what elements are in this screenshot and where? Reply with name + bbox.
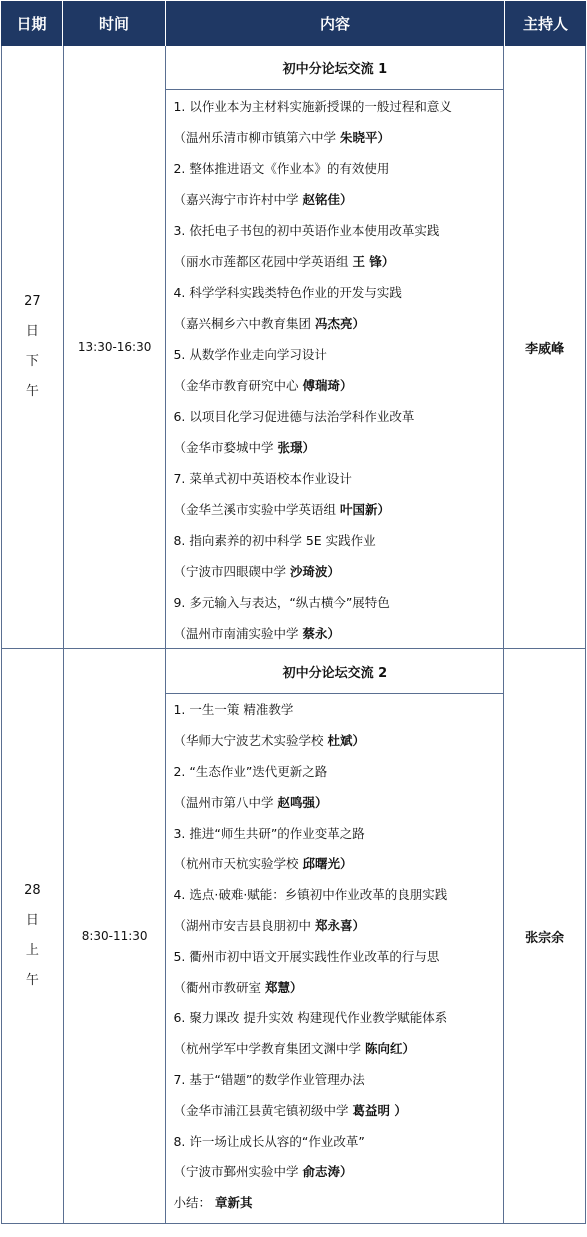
list-item: [173, 848, 503, 879]
item-text: 5. 衢州市初中语文开展实践性作业改革的行与思: [173, 948, 440, 964]
item-speaker: 张璟）: [277, 439, 315, 455]
date-char: 午: [25, 973, 39, 988]
session-content: [166, 46, 504, 648]
list-item: [173, 152, 503, 183]
session-date: [2, 46, 64, 648]
item-text: （金华兰溪市实验中学英语组: [173, 501, 336, 517]
item-text: 9. 多元输入与表达，“纵古横今”展特色: [173, 594, 390, 610]
list-item: [173, 245, 503, 276]
list-item: [173, 1064, 503, 1095]
item-speaker: 傅瑞琦）: [302, 377, 353, 393]
date-char: 28: [24, 883, 41, 898]
item-text: （嘉兴海宁市许村中学: [173, 191, 299, 207]
item-text: 8. 指向素养的初中科学 5E 实践作业: [173, 532, 376, 548]
list-item: [173, 1002, 503, 1033]
item-text: （宁波市四眼碶中学: [173, 563, 286, 579]
list-item: [173, 307, 503, 338]
list-item: [173, 940, 503, 971]
item-text: （宁波市鄞州实验中学: [173, 1164, 299, 1180]
list-item: [173, 817, 503, 848]
list-item: [173, 214, 503, 245]
table-header: [1, 1, 586, 46]
item-text: （衢州市教研室: [173, 979, 261, 995]
header-time: 时间: [63, 1, 166, 46]
item-text: （杭州市天杭实验学校: [173, 856, 299, 872]
item-speaker: 葛益明 ）: [352, 1102, 407, 1118]
session-time: 13:30-16:30: [64, 46, 167, 648]
item-text: 2. “生态作业”迭代更新之路: [173, 763, 328, 779]
list-item: [173, 694, 503, 725]
item-speaker: 郑慧）: [264, 979, 303, 995]
session-host: 李威峰: [525, 341, 565, 357]
list-item: [173, 1033, 503, 1064]
item-speaker: 郑永喜）: [314, 917, 365, 933]
header-host: 主持人: [522, 15, 568, 33]
item-speaker: 冯杰亮）: [314, 315, 365, 331]
item-speaker: 赵鸣强）: [277, 794, 328, 810]
list-item: [173, 462, 503, 493]
list-item: [173, 276, 503, 307]
item-text: （金华市婺城中学: [173, 439, 274, 455]
header-date: 日期: [1, 1, 63, 46]
list-item: [173, 1125, 503, 1156]
item-speaker: 陈向红）: [364, 1041, 415, 1057]
item-text: 3. 推进“师生共研”的作业变革之路: [173, 825, 365, 841]
item-text: （丽水市莲都区花园中学英语组: [173, 253, 349, 269]
item-text: 1. 一生一策 精准教学: [173, 702, 294, 718]
item-text: 8. 许一场让成长从容的“作业改革”: [173, 1133, 365, 1149]
item-speaker: 叶国新）: [339, 501, 390, 517]
item-text: （温州乐清市柳市镇第六中学: [173, 129, 336, 145]
list-item: [173, 121, 503, 152]
item-text: 5. 从数学作业走向学习设计: [173, 346, 327, 362]
date-char: 日: [25, 324, 39, 339]
item-text: 6. 以项目化学习促进德与法治学科作业改革: [173, 408, 415, 424]
list-item: [173, 725, 503, 756]
item-speaker: 蔡永）: [302, 625, 340, 641]
list-item: [173, 493, 503, 524]
list-item: [173, 90, 503, 121]
session-time: 8:30-11:30: [64, 649, 167, 1223]
session-date: [2, 649, 64, 1223]
list-item: [173, 338, 503, 369]
list-item: [173, 879, 503, 910]
list-item: [173, 183, 503, 214]
item-text: 2. 整体推进语文《作业本》的有效使用: [173, 160, 390, 176]
item-speaker: 赵铭佳）: [302, 191, 353, 207]
header-content: 内容: [166, 1, 505, 46]
list-item: [173, 400, 503, 431]
list-item: [173, 1094, 503, 1125]
list-item: [173, 786, 503, 817]
item-text: （金华市教育研究中心: [173, 377, 299, 393]
item-speaker: 朱晓平）: [339, 129, 390, 145]
session-items: [166, 90, 503, 648]
date-char: 下: [25, 354, 39, 369]
item-text: （嘉兴桐乡六中教育集团: [173, 315, 311, 331]
session-row: [1, 46, 586, 649]
date-char: 上: [25, 943, 39, 958]
session-host: 张宗余: [525, 930, 565, 946]
summary-line: [173, 1187, 503, 1218]
list-item: [173, 971, 503, 1002]
item-text: 4. 选点·破难·赋能：乡镇初中作业改革的良朋实践: [173, 887, 448, 903]
item-text: 4. 科学学科实践类特色作业的开发与实践: [173, 284, 402, 300]
date-char: 日: [25, 913, 39, 928]
list-item: [173, 369, 503, 400]
item-speaker: 沙琦波）: [289, 563, 340, 579]
list-item: [173, 431, 503, 462]
summary-speaker: 章新其: [214, 1195, 253, 1211]
list-item: [173, 555, 503, 586]
item-text: 3. 依托电子书包的初中英语作业本使用改革实践: [173, 222, 440, 238]
summary-label: 小结：: [173, 1195, 211, 1211]
list-item: [173, 524, 503, 555]
item-speaker: 俞志涛）: [302, 1164, 353, 1180]
item-text: 6. 聚力课改 提升实效 构建现代作业教学赋能体系: [173, 1010, 448, 1026]
session-content: [166, 649, 504, 1223]
list-item: [173, 756, 503, 787]
item-speaker: 王 锋）: [352, 253, 395, 269]
item-text: （温州市第八中学: [173, 794, 274, 810]
item-text: 7. 基于“错题”的数学作业管理办法: [173, 1071, 365, 1087]
item-speaker: 邱曙光）: [302, 856, 353, 872]
item-text: （华师大宁波艺术实验学校: [173, 733, 324, 749]
item-text: （金华市浦江县黄宅镇初级中学: [173, 1102, 349, 1118]
item-text: （温州市南浦实验中学: [173, 625, 299, 641]
list-item: [173, 1156, 503, 1187]
item-text: 7. 菜单式初中英语校本作业设计: [173, 470, 352, 486]
list-item: [173, 617, 503, 648]
forum-title: 初中分论坛交流 2: [166, 649, 503, 694]
session-row: [1, 649, 586, 1224]
forum-title: 初中分论坛交流 1: [166, 46, 503, 90]
list-item: [173, 586, 503, 617]
session-items: [166, 694, 503, 1223]
item-text: （湖州市安吉县良朋初中: [173, 917, 311, 933]
date-char: 午: [25, 384, 39, 399]
list-item: [173, 910, 503, 941]
item-text: 1. 以作业本为主材料实施新授课的一般过程和意义: [173, 98, 452, 114]
item-speaker: 杜斌）: [327, 733, 365, 749]
date-char: 27: [24, 294, 41, 309]
item-text: （杭州学军中学教育集团文渊中学: [173, 1041, 361, 1057]
